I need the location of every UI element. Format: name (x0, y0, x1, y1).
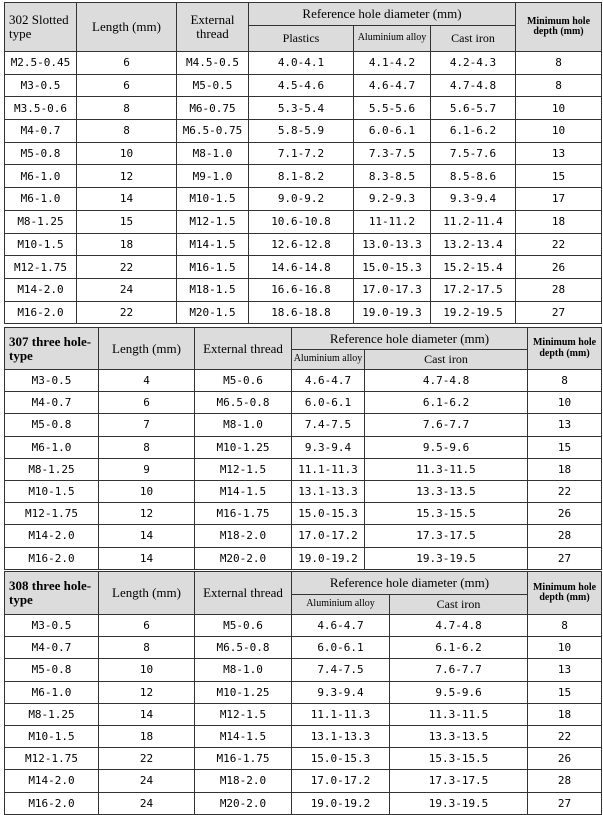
table-row (5, 188, 602, 211)
table-cell: M12-1.75 (5, 503, 99, 525)
table-cell: 7.4-7.5 (292, 659, 390, 681)
table-cell: 28 (528, 770, 602, 792)
table-cell: 8.3-8.5 (354, 165, 431, 188)
cast-iron-header: Cast iron (431, 26, 516, 52)
table-cell: 8.1-8.2 (249, 165, 354, 188)
table-row (5, 142, 602, 165)
table-cell: 4.5-4.6 (249, 74, 354, 97)
table-cell: M14-2.0 (5, 770, 99, 792)
table-cell: 8.5-8.6 (431, 165, 516, 188)
table-cell: 19.3-19.5 (390, 792, 528, 814)
table-cell: 15 (516, 165, 602, 188)
table-cell: 10 (77, 142, 177, 165)
table-cell: M3-0.5 (5, 370, 99, 392)
table-cell: 4.6-4.7 (354, 74, 431, 97)
table-row (5, 748, 602, 770)
table-row (5, 615, 602, 637)
table-cell: 24 (99, 792, 195, 814)
table-cell: 4.7-4.8 (431, 74, 516, 97)
table-cell: 9.2-9.3 (354, 188, 431, 211)
table-cell: 14 (77, 188, 177, 211)
table-cell: 10.6-10.8 (249, 210, 354, 233)
table-cell: 17.2-17.5 (431, 278, 516, 301)
table-cell: 9 (99, 458, 195, 480)
aluminium-header: Aluminium alloy (292, 350, 365, 370)
table-cell: 10 (516, 97, 602, 120)
table-cell: M5-0.8 (5, 142, 77, 165)
table-cell: M12-1.5 (195, 703, 292, 725)
table-cell: 13 (528, 659, 602, 681)
table-row (5, 370, 602, 392)
table-row (5, 547, 602, 569)
table-cell: 19.0-19.2 (292, 792, 390, 814)
table-cell: M6-1.0 (5, 681, 99, 703)
table-cell: M16-2.0 (5, 301, 77, 324)
table-cell: M14-2.0 (5, 525, 99, 547)
table-cell: 7 (99, 414, 195, 436)
table-row (5, 458, 602, 480)
table-cell: M9-1.0 (177, 165, 249, 188)
table-cell: M20-2.0 (195, 792, 292, 814)
table-cell: 14 (99, 525, 195, 547)
table-cell: 11.2-11.4 (431, 210, 516, 233)
table-cell: M16-1.5 (177, 256, 249, 279)
table-cell: 4.2-4.3 (431, 52, 516, 75)
table-cell: 28 (528, 525, 602, 547)
table-cell: 27 (516, 301, 602, 324)
table-cell: 11.3-11.5 (390, 703, 528, 725)
table-row (5, 637, 602, 659)
table-cell: M8-1.0 (177, 142, 249, 165)
table-cell: 22 (77, 301, 177, 324)
table-row (5, 503, 602, 525)
table-cell: 6.1-6.2 (431, 120, 516, 143)
table-cell: 22 (99, 748, 195, 770)
table-302-body (5, 52, 602, 324)
table-cell: 13 (516, 142, 602, 165)
table-cell: M10-1.5 (5, 725, 99, 747)
table-308-body (5, 615, 602, 815)
table-cell: 7.1-7.2 (249, 142, 354, 165)
table-cell: 6.0-6.1 (292, 392, 365, 414)
table-cell: 9.5-9.6 (365, 436, 528, 458)
table-cell: 4.0-4.1 (249, 52, 354, 75)
table-cell: M12-1.75 (5, 748, 99, 770)
table-cell: M16-2.0 (5, 792, 99, 814)
table-cell: 27 (528, 792, 602, 814)
table-row (5, 770, 602, 792)
table-cell: M12-1.75 (5, 256, 77, 279)
table-cell: 24 (99, 770, 195, 792)
length-header: Length (mm) (77, 3, 177, 52)
table-cell: M8-1.25 (5, 210, 77, 233)
table-cell: 10 (528, 637, 602, 659)
table-cell: M6-1.0 (5, 436, 99, 458)
table-cell: 12 (77, 165, 177, 188)
table-cell: M6-1.0 (5, 165, 77, 188)
table-307-body (5, 370, 602, 570)
table-cell: 18 (99, 725, 195, 747)
table-308-three-hole (4, 571, 602, 815)
table-cell: 5.5-5.6 (354, 97, 431, 120)
table-cell: M6.5-0.8 (195, 392, 292, 414)
table-cell: 15.0-15.3 (292, 748, 390, 770)
table-cell: 22 (528, 725, 602, 747)
table-cell: 4 (99, 370, 195, 392)
length-header: Length (mm) (99, 572, 195, 615)
table-cell: 6 (99, 392, 195, 414)
table-cell: M8-1.25 (5, 458, 99, 480)
table-cell: 4.1-4.2 (354, 52, 431, 75)
table-cell: 15.3-15.5 (390, 748, 528, 770)
table-cell: 19.2-19.5 (431, 301, 516, 324)
table-cell: M18-1.5 (177, 278, 249, 301)
table-cell: 13.3-13.5 (390, 725, 528, 747)
table-title: 307 three hole-type (5, 328, 99, 370)
table-cell: 15.2-15.4 (431, 256, 516, 279)
table-cell: 13.2-13.4 (431, 233, 516, 256)
table-row (5, 703, 602, 725)
table-cell: M3-0.5 (5, 74, 77, 97)
length-header: Length (mm) (99, 328, 195, 370)
table-cell: 27 (528, 547, 602, 569)
table-cell: 17.0-17.2 (292, 525, 365, 547)
table-cell: 4.6-4.7 (292, 370, 365, 392)
table-cell: M16-1.75 (195, 748, 292, 770)
reference-hole-header: Reference hole diameter (mm) (292, 328, 528, 350)
table-cell: 15.0-15.3 (292, 503, 365, 525)
table-cell: 18 (528, 458, 602, 480)
table-row (5, 525, 602, 547)
cast-iron-header: Cast iron (365, 350, 528, 370)
table-cell: 12 (99, 681, 195, 703)
table-cell: 14.6-14.8 (249, 256, 354, 279)
table-cell: M5-0.5 (177, 74, 249, 97)
table-302-slotted (4, 2, 602, 324)
table-cell: 11.1-11.3 (292, 458, 365, 480)
table-cell: 13 (528, 414, 602, 436)
table-cell: M14-1.5 (195, 725, 292, 747)
table-cell: 17.3-17.5 (390, 770, 528, 792)
table-cell: 18 (77, 233, 177, 256)
table-cell: 4.7-4.8 (365, 370, 528, 392)
table-cell: 13.1-13.3 (292, 480, 365, 502)
table-cell: 11.3-11.5 (365, 458, 528, 480)
table-cell: M10-1.25 (195, 436, 292, 458)
table-cell: M5-0.6 (195, 615, 292, 637)
table-row (5, 52, 602, 75)
table-cell: 5.8-5.9 (249, 120, 354, 143)
table-cell: M2.5-0.45 (5, 52, 77, 75)
table-cell: M8-1.0 (195, 659, 292, 681)
table-cell: M6.5-0.8 (195, 637, 292, 659)
table-row (5, 120, 602, 143)
table-row (5, 480, 602, 502)
table-cell: 14 (99, 703, 195, 725)
table-cell: 6.1-6.2 (390, 637, 528, 659)
table-cell: 8 (528, 370, 602, 392)
table-cell: 9.3-9.4 (431, 188, 516, 211)
table-row (5, 681, 602, 703)
table-cell: M6-1.0 (5, 188, 77, 211)
reference-hole-header: Reference hole diameter (mm) (249, 3, 516, 26)
min-depth-header: Minimum hole depth (mm) (516, 3, 602, 52)
table-cell: 18.6-18.8 (249, 301, 354, 324)
table-row (5, 725, 602, 747)
table-cell: 22 (528, 480, 602, 502)
table-cell: 10 (528, 392, 602, 414)
table-row (5, 278, 602, 301)
table-cell: M20-1.5 (177, 301, 249, 324)
table-cell: 6 (77, 52, 177, 75)
table-cell: 7.4-7.5 (292, 414, 365, 436)
table-cell: 8 (77, 97, 177, 120)
table-cell: 8 (516, 52, 602, 75)
table-cell: 22 (516, 233, 602, 256)
table-cell: M18-2.0 (195, 770, 292, 792)
table-cell: 10 (99, 480, 195, 502)
table-cell: M5-0.6 (195, 370, 292, 392)
table-cell: 7.5-7.6 (431, 142, 516, 165)
table-cell: 17.3-17.5 (365, 525, 528, 547)
table-cell: 11.1-11.3 (292, 703, 390, 725)
table-cell: 8 (77, 120, 177, 143)
table-cell: 26 (516, 256, 602, 279)
table-cell: M12-1.5 (177, 210, 249, 233)
table-cell: 9.5-9.6 (390, 681, 528, 703)
table-cell: M14-1.5 (195, 480, 292, 502)
table-row (5, 301, 602, 324)
table-cell: 7.6-7.7 (390, 659, 528, 681)
table-cell: M18-2.0 (195, 525, 292, 547)
table-cell: 8 (528, 615, 602, 637)
table-cell: 15 (77, 210, 177, 233)
external-thread-header: External thread (195, 328, 292, 370)
table-cell: M3.5-0.6 (5, 97, 77, 120)
aluminium-header: Aluminium alloy (354, 26, 431, 52)
table-cell: 26 (528, 503, 602, 525)
table-cell: 24 (77, 278, 177, 301)
external-thread-header: External thread (177, 3, 249, 52)
table-cell: 4.7-4.8 (390, 615, 528, 637)
table-cell: M10-1.5 (177, 188, 249, 211)
table-cell: 12 (99, 503, 195, 525)
min-depth-header: Minimum hole depth (mm) (528, 572, 602, 615)
table-title: 308 three hole-type (5, 572, 99, 615)
table-cell: M5-0.8 (5, 414, 99, 436)
table-cell: 8 (99, 637, 195, 659)
table-cell: M14-1.5 (177, 233, 249, 256)
table-cell: M14-2.0 (5, 278, 77, 301)
aluminium-header: Aluminium alloy (292, 595, 390, 615)
table-row (5, 74, 602, 97)
table-cell: 4.6-4.7 (292, 615, 390, 637)
table-cell: 19.0-19.3 (354, 301, 431, 324)
table-cell: 22 (77, 256, 177, 279)
reference-hole-header: Reference hole diameter (mm) (292, 572, 528, 595)
table-row (5, 256, 602, 279)
table-cell: 15 (528, 681, 602, 703)
table-cell: 8 (99, 436, 195, 458)
table-row (5, 659, 602, 681)
table-cell: 10 (99, 659, 195, 681)
table-row (5, 233, 602, 256)
table-cell: 7.3-7.5 (354, 142, 431, 165)
table-cell: 17.0-17.3 (354, 278, 431, 301)
table-cell: 6.0-6.1 (354, 120, 431, 143)
table-cell: M4-0.7 (5, 120, 77, 143)
table-cell: 26 (528, 748, 602, 770)
table-cell: 9.3-9.4 (292, 436, 365, 458)
table-cell: M10-1.25 (195, 681, 292, 703)
plastics-header: Plastics (249, 26, 354, 52)
table-cell: 7.6-7.7 (365, 414, 528, 436)
table-cell: M16-2.0 (5, 547, 99, 569)
table-cell: 6.0-6.1 (292, 637, 390, 659)
table-cell: 11-11.2 (354, 210, 431, 233)
table-cell: 10 (516, 120, 602, 143)
table-row (5, 436, 602, 458)
table-cell: M4-0.7 (5, 392, 99, 414)
table-cell: M16-1.75 (195, 503, 292, 525)
table-cell: 5.3-5.4 (249, 97, 354, 120)
table-cell: 17 (516, 188, 602, 211)
table-row (5, 165, 602, 188)
table-cell: 6.1-6.2 (365, 392, 528, 414)
table-307-three-hole (4, 327, 602, 570)
table-cell: 16.6-16.8 (249, 278, 354, 301)
table-row (5, 97, 602, 120)
table-cell: 9.0-9.2 (249, 188, 354, 211)
table-cell: M8-1.0 (195, 414, 292, 436)
table-cell: M10-1.5 (5, 480, 99, 502)
external-thread-header: External thread (195, 572, 292, 615)
table-cell: 15.3-15.5 (365, 503, 528, 525)
table-cell: 13.3-13.5 (365, 480, 528, 502)
table-cell: M6.5-0.75 (177, 120, 249, 143)
table-cell: 18 (528, 703, 602, 725)
table-cell: 17.0-17.2 (292, 770, 390, 792)
table-row (5, 792, 602, 814)
table-cell: M20-2.0 (195, 547, 292, 569)
table-cell: M6-0.75 (177, 97, 249, 120)
table-cell: M12-1.5 (195, 458, 292, 480)
table-cell: 28 (516, 278, 602, 301)
table-cell: 14 (99, 547, 195, 569)
table-cell: 8 (516, 74, 602, 97)
table-cell: 12.6-12.8 (249, 233, 354, 256)
table-cell: 5.6-5.7 (431, 97, 516, 120)
table-cell: M10-1.5 (5, 233, 77, 256)
table-cell: 15.0-15.3 (354, 256, 431, 279)
table-cell: M3-0.5 (5, 615, 99, 637)
table-row (5, 414, 602, 436)
cast-iron-header: Cast iron (390, 595, 528, 615)
table-cell: 6 (77, 74, 177, 97)
table-cell: M4-0.7 (5, 637, 99, 659)
table-row (5, 392, 602, 414)
table-cell: 9.3-9.4 (292, 681, 390, 703)
table-cell: 6 (99, 615, 195, 637)
table-cell: M4.5-0.5 (177, 52, 249, 75)
table-cell: 18 (516, 210, 602, 233)
table-cell: M5-0.8 (5, 659, 99, 681)
table-cell: 13.0-13.3 (354, 233, 431, 256)
table-title: 302 Slotted type (5, 3, 77, 52)
table-row (5, 210, 602, 233)
min-depth-header: Minimum hole depth (mm) (528, 328, 602, 370)
table-cell: 15 (528, 436, 602, 458)
table-cell: 13.1-13.3 (292, 725, 390, 747)
table-cell: M8-1.25 (5, 703, 99, 725)
table-cell: 19.3-19.5 (365, 547, 528, 569)
table-cell: 19.0-19.2 (292, 547, 365, 569)
